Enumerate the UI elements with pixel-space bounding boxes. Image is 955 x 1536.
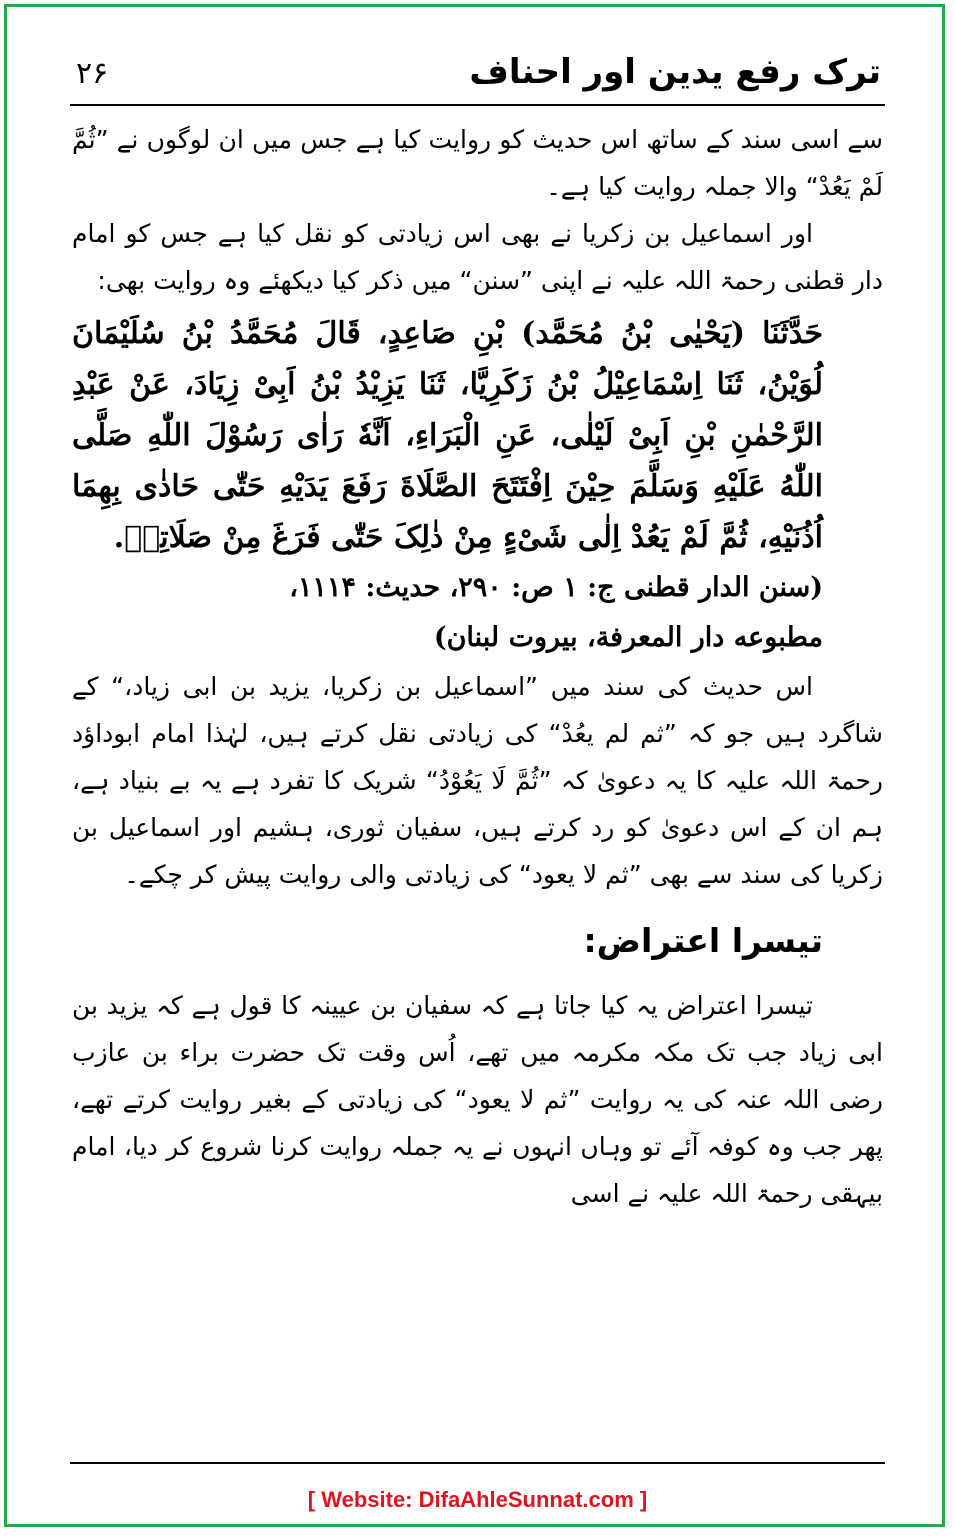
footer-divider xyxy=(70,1462,885,1464)
paragraph-4: تیسرا اعتراض یہ کیا جاتا ہے کہ سفیان بن عیینہ کا قول ہے کہ یزید بن ابی زیاد جب تک مکہ مکرمہ میں تھے، اُس وقت تک حضرت براء بن عازب رضی اللہ عنہ کی یہ روایت ”ثم لا یعود“ کی زیادتی کے بغیر روایت کرتے تھے، پھر جب وہ کوفہ آئے تو وہاں انہوں نے یہ جملہ روایت کرنا شروع کر دیا، امام بیہقی رحمۃ اللہ علیہ نے اسی xyxy=(72,991,883,1208)
paragraph-3: اس حدیث کی سند میں ”اسماعیل بن زکریا، یزید بن ابی زیاد،“ کے شاگرد ہیں جو کہ ”ثم لم یعُدْ“ کی زیادتی نقل کرتے ہیں، لہٰذا امام ابوداؤد رحمۃ اللہ علیہ کا یہ دعویٰ کہ ”ثُمَّ لَا یَعُوْدُ“ شریک کا تفرد ہے یہ بے بنیاد ہے، ہم ان کے اس دعویٰ کو رد کرتے ہیں، سفیان ثوری، ہشیم اور اسماعیل بن زکریا کی سند سے بھی ”ثم لا یعود“ کی زیادتی والی روایت پیش کر چکے۔ xyxy=(72,672,883,889)
page-number: ۲۶ xyxy=(76,56,109,91)
reference-line-1: (سنن الدار قطنی ج: ۱ ص: ۲۹۰، حدیث: ۱۱۱۴، xyxy=(289,572,823,603)
book-title: ترک رفع یدین اور احناف xyxy=(469,52,881,92)
paragraph-2: اور اسماعیل بن زکریا نے بھی اس زیادتی کو نقل کیا ہے جس کو امام دار قطنی رحمۃ اللہ علیہ نے اپنی ”سنن“ میں ذکر کیا دیکھئے وہ روایت بھی: xyxy=(72,219,883,295)
section-heading: تیسرا اعتراض: xyxy=(583,921,823,960)
reference-line-2: مطبوعه دار المعرفة، بیروت لبنان) xyxy=(433,622,823,653)
website-link[interactable]: [ Website: DifaAhleSunnat.com ] xyxy=(307,1487,648,1512)
page-content xyxy=(72,116,883,1217)
page-header xyxy=(70,52,885,106)
paragraph-1: سے اسی سند کے ساتھ اس حدیث کو روایت کیا ہے جس میں ان لوگوں نے ”ثُمَّ لَمْ یَعُدْ“ والا جملہ روایت کیا ہے۔ xyxy=(72,125,883,201)
arabic-hadith-text: حَدَّثَنَا (یَحْیٰی بْنُ مُحَمَّد) بْنِ صَاعِدٍ، قَالَ مُحَمَّدُ بْنُ سُلَیْمَانَ لُوَیْنُ، ثَنَا اِسْمَاعِیْلُ بْنُ زَکَرِیَّا، ثَنَا یَزِیْدُ بْنُ اَبِیْ زِیَادَ، عَنْ عَبْدِ الرَّحْمٰنِ بْنِ اَبِیْ لَیْلٰی، عَنِ الْبَرَاءِ، اَنَّهٗ رَاٰی رَسُوْلَ اللّٰهِ صَلَّی اللّٰهُ عَلَیْهِ وَسَلَّمَ حِیْنَ اِفْتَتَحَ الصَّلَاةَ رَفَعَ یَدَیْهِ حَتّٰی حَاذٰی بِهِمَا اُذُنَیْهِ، ثُمَّ لَمْ یَعُدْ اِلٰی شَیْءٍ مِنْ ذٰلِکَ حَتّٰی فَرَغَ مِنْ صَلَاتِهٖ. xyxy=(72,316,823,555)
